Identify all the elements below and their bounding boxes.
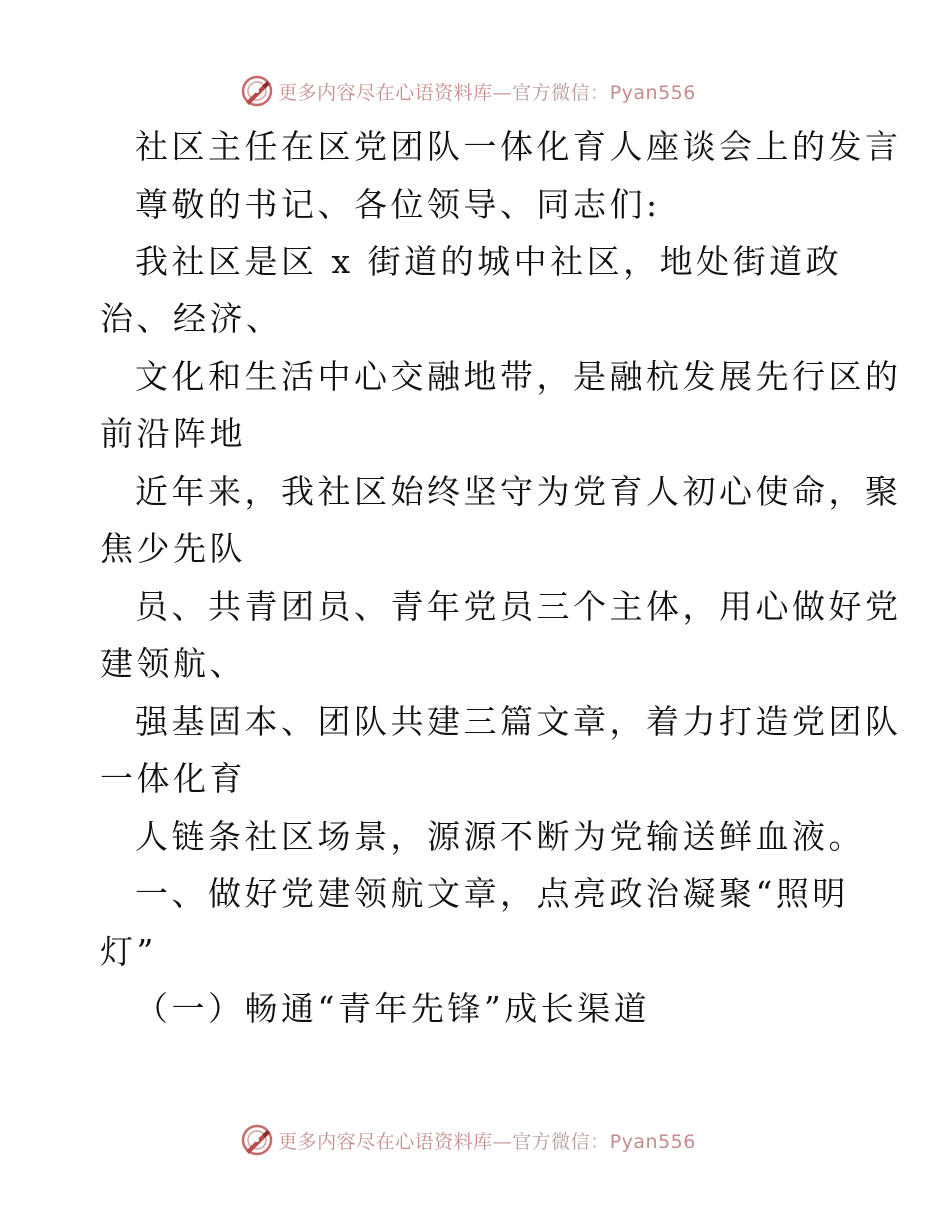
watermark-dash: — <box>492 81 513 104</box>
watermark-colon: ： <box>590 81 610 104</box>
watermark-official-text: 官方微信 <box>512 1130 591 1153</box>
watermark-official-text: 官方微信 <box>512 81 591 104</box>
watermark-text <box>278 78 696 105</box>
watermark-wechat-id: Pyan556 <box>609 81 696 104</box>
paragraph-line: 近年来，我社区始终坚守为党育人初心使命，聚 <box>135 472 902 511</box>
header-watermark <box>0 71 950 111</box>
paragraph-line: 前沿阵地 <box>100 414 246 453</box>
paragraph-line: 强基固本、团队共建三篇文章，着力打造党团队 <box>135 702 902 741</box>
subsection-heading: （一）畅通“青年先锋”成长渠道 <box>135 989 651 1028</box>
paragraph-line: 建领航、 <box>100 644 246 683</box>
watermark-main-text: 更多内容尽在心语资料库 <box>278 1130 493 1153</box>
watermark-text <box>278 1127 696 1154</box>
pen-logo-icon <box>240 1123 274 1157</box>
watermark-wechat-id: Pyan556 <box>609 1130 696 1153</box>
paragraph-line: 焦少先队 <box>100 529 246 568</box>
paragraph-line: 文化和生活中心交融地带，是融杭发展先行区的 <box>135 357 902 396</box>
watermark-colon: ： <box>590 1130 610 1153</box>
footer-watermark <box>0 1120 950 1160</box>
paragraph-line: 治、经济、 <box>100 299 283 338</box>
paragraph-line: 我社区是区 x 街道的城中社区，地处街道政 <box>135 242 843 281</box>
paragraph-line: 人链条社区场景，源源不断为党输送鲜血液。 <box>135 817 865 856</box>
paragraph-line: 员、共青团员、青年党员三个主体，用心做好党 <box>135 587 902 626</box>
document-title: 社区主任在区党团队一体化育人座谈会上的发言 <box>135 127 902 166</box>
watermark-main-text: 更多内容尽在心语资料库 <box>278 81 493 104</box>
paragraph-line: 一体化育 <box>100 759 246 798</box>
section-heading-line: 一、做好党建领航文章，点亮政治凝聚“照明 <box>135 874 849 913</box>
watermark-dash: — <box>492 1130 513 1153</box>
section-heading-line: 灯” <box>100 932 157 971</box>
pen-logo-icon <box>240 74 274 108</box>
salutation-line: 尊敬的书记、各位领导、同志们: <box>135 185 661 224</box>
